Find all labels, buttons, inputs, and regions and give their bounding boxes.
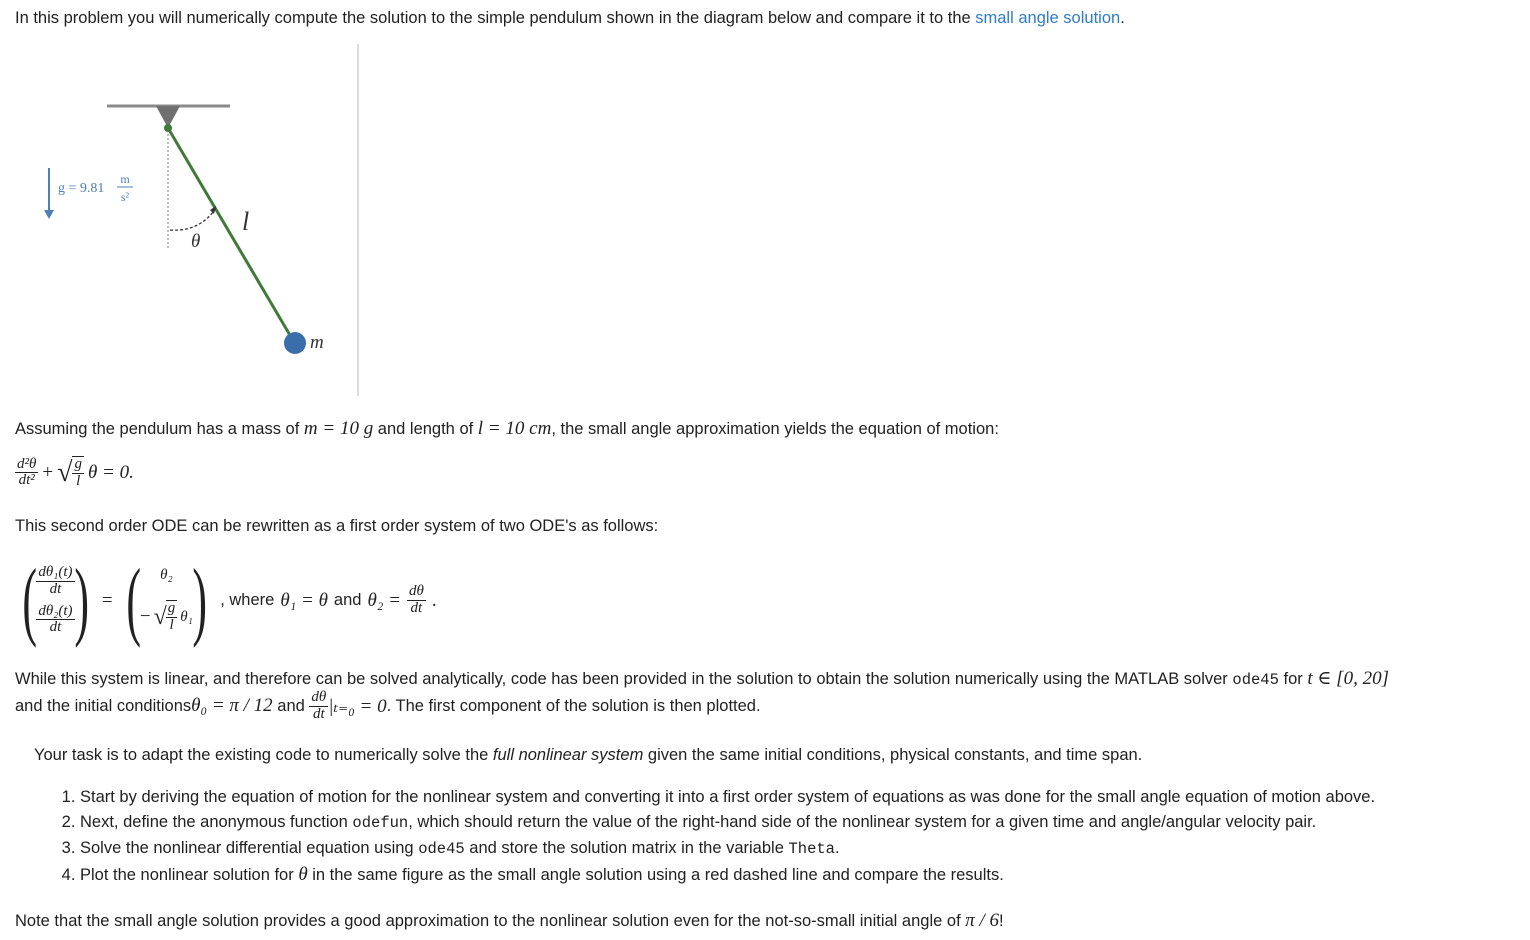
rhs-l: l [169,617,174,633]
where-text: , where [220,591,275,609]
rhs-top-entry: θ₂ [160,567,173,584]
lhs-top-numerator: dθ₁(t) [38,564,73,580]
second-derivative-fraction [15,457,38,490]
ode-system [15,548,437,653]
linear-text-3: and the initial conditions [15,696,192,715]
left-paren-close: ) [73,551,89,649]
ode45-code-step: ode45 [418,840,465,858]
small-angle-equation [15,456,134,490]
step-2-text-2: , which should return the value of the right-hand side of the nonlinear system for a given time and angle/angular velocity pair. [408,813,1317,831]
step-item [80,862,1375,888]
linear-paragraph-line-2 [15,690,761,723]
note-text-1: Note that the small angle solution provides a good approximation to the nonlinear solution even for the not-so-small initial angle of [15,912,966,930]
ic2-denominator: dt [312,705,325,722]
mass-value: m = 10 g [303,418,374,439]
assumption-text-1: Assuming the pendulum has a mass of [15,420,304,438]
length-label: l [242,207,250,236]
lhs-bottom-denominator: dt [49,619,62,636]
sqrt-denominator: l [76,472,81,489]
theta-label: θ [191,231,201,252]
theta1-definition: θ₁ = θ [280,589,328,611]
small-angle-solution-link[interactable]: small angle solution [975,9,1121,27]
step-3-text-2: and store the solution matrix in the variable [464,839,789,857]
rhs-minus: − [139,606,151,627]
intro-period: . [1120,9,1125,27]
step-item [80,810,1375,836]
note-angle: π / 6 [965,910,1000,931]
pendulum-rod [168,128,294,342]
pendulum-bob [284,332,306,354]
rhs-bottom-entry [140,600,193,634]
system-equals: = [101,589,113,611]
second-derivative-numerator: d²θ [17,455,37,472]
step-1-text: Start by deriving the equation of motion for the nonlinear system and converting it into a first order system of equations as was done for the small angle equation of motion above. [80,788,1376,806]
system-period: . [431,589,437,611]
theta2-def-denominator: dt [410,600,423,616]
right-paren-open: ( [125,551,141,649]
linear-text-1: While this system is linear, and therefore can be solved analytically, code has been provided in the solution to obtain the solution numerically using the MATLAB solver [15,670,1233,688]
g-over-l-fraction [72,456,84,490]
task-text-1: Your task is to adapt the existing code to numerically solve the [34,746,493,764]
odefun-code: odefun [352,814,409,832]
theta2-definition-lhs: θ₂ = [367,589,401,611]
rhs-theta1: θ₁ [180,608,193,625]
task-steps-list [60,785,1375,888]
assumption-text-2: and length of [373,420,478,438]
lhs-bottom-numerator: dθ₂(t) [38,602,73,619]
time-span: t ∈ [0, 20] [1307,668,1389,689]
ic2-numerator: dθ [311,689,327,705]
step-3-text-3: . [834,839,840,857]
step-item [80,836,1375,862]
gravity-arrowhead [44,210,54,219]
note-text-2: ! [999,912,1004,930]
intro-text: In this problem you will numerically compute the solution to the simple pendulum shown in the diagram below and compare it to the [15,9,976,27]
initial-condition-2-fraction [309,690,328,723]
lhs-vector [36,565,74,636]
equation-rest: θ = 0. [87,461,134,483]
theta2-def-numerator: dθ [408,583,424,600]
step-item [80,785,1375,810]
rhs-sqrt-symbol: √ [153,604,167,630]
step-2-text-1: Next, define the anonymous function [80,813,353,831]
rhs-g: g [167,600,176,617]
linear-paragraph-line-1 [15,667,1389,690]
left-paren-open: ( [22,551,37,649]
ode45-code: ode45 [1232,671,1279,689]
rewrite-paragraph: This second order ODE can be rewritten as a first order system of two ODE's as follows: [15,517,659,535]
theta-variable-code: Theta [788,840,835,858]
task-emphasis: full nonlinear system [492,746,644,764]
theta2-definition-fraction [407,584,426,617]
gravity-unit-denominator: s² [120,190,130,204]
initial-condition-1: θ₀ = π / 12 [191,695,273,717]
lhs-top-denominator: dt [49,580,62,597]
plus-sign: + [42,461,54,483]
angle-arc [170,208,216,230]
rhs-g-over-l [166,600,178,634]
intro-paragraph [15,9,1125,28]
initial-condition-2-rest: |ₜ₌₀ = 0 [328,695,387,717]
second-derivative-denominator: dt² [18,472,35,489]
task-text-2: given the same initial conditions, physical constants, and time span. [643,746,1143,764]
step-4-theta: θ [298,864,308,885]
task-paragraph [34,746,1142,765]
linear-text-5: . The first component of the solution is then plotted. [386,696,761,715]
step-4-text-2: in the same figure as the small angle solution using a red dashed line and compare the results. [307,866,1004,884]
sqrt-numerator: g [74,456,82,472]
step-3-text-1: Solve the nonlinear differential equation using [80,839,419,857]
pivot-point [164,124,172,132]
gravity-unit-numerator: m [120,172,130,186]
mass-label: m [310,332,324,353]
linear-text-4: and [272,696,310,715]
pendulum-diagram [0,40,380,400]
right-paren-close: ) [192,551,207,649]
note-paragraph [15,910,1004,932]
assumption-text-3: , the small angle approximation yields the equation of motion: [551,420,999,438]
assumption-paragraph [15,418,999,440]
gravity-label: g = 9.81 [58,181,105,196]
linear-text-2: for [1278,670,1308,688]
sqrt-symbol: √ [57,456,73,488]
and-text: and [333,591,362,609]
rhs-vector [140,567,193,634]
length-value: l = 10 cm [477,418,552,439]
step-4-text-1: Plot the nonlinear solution for [80,866,299,884]
